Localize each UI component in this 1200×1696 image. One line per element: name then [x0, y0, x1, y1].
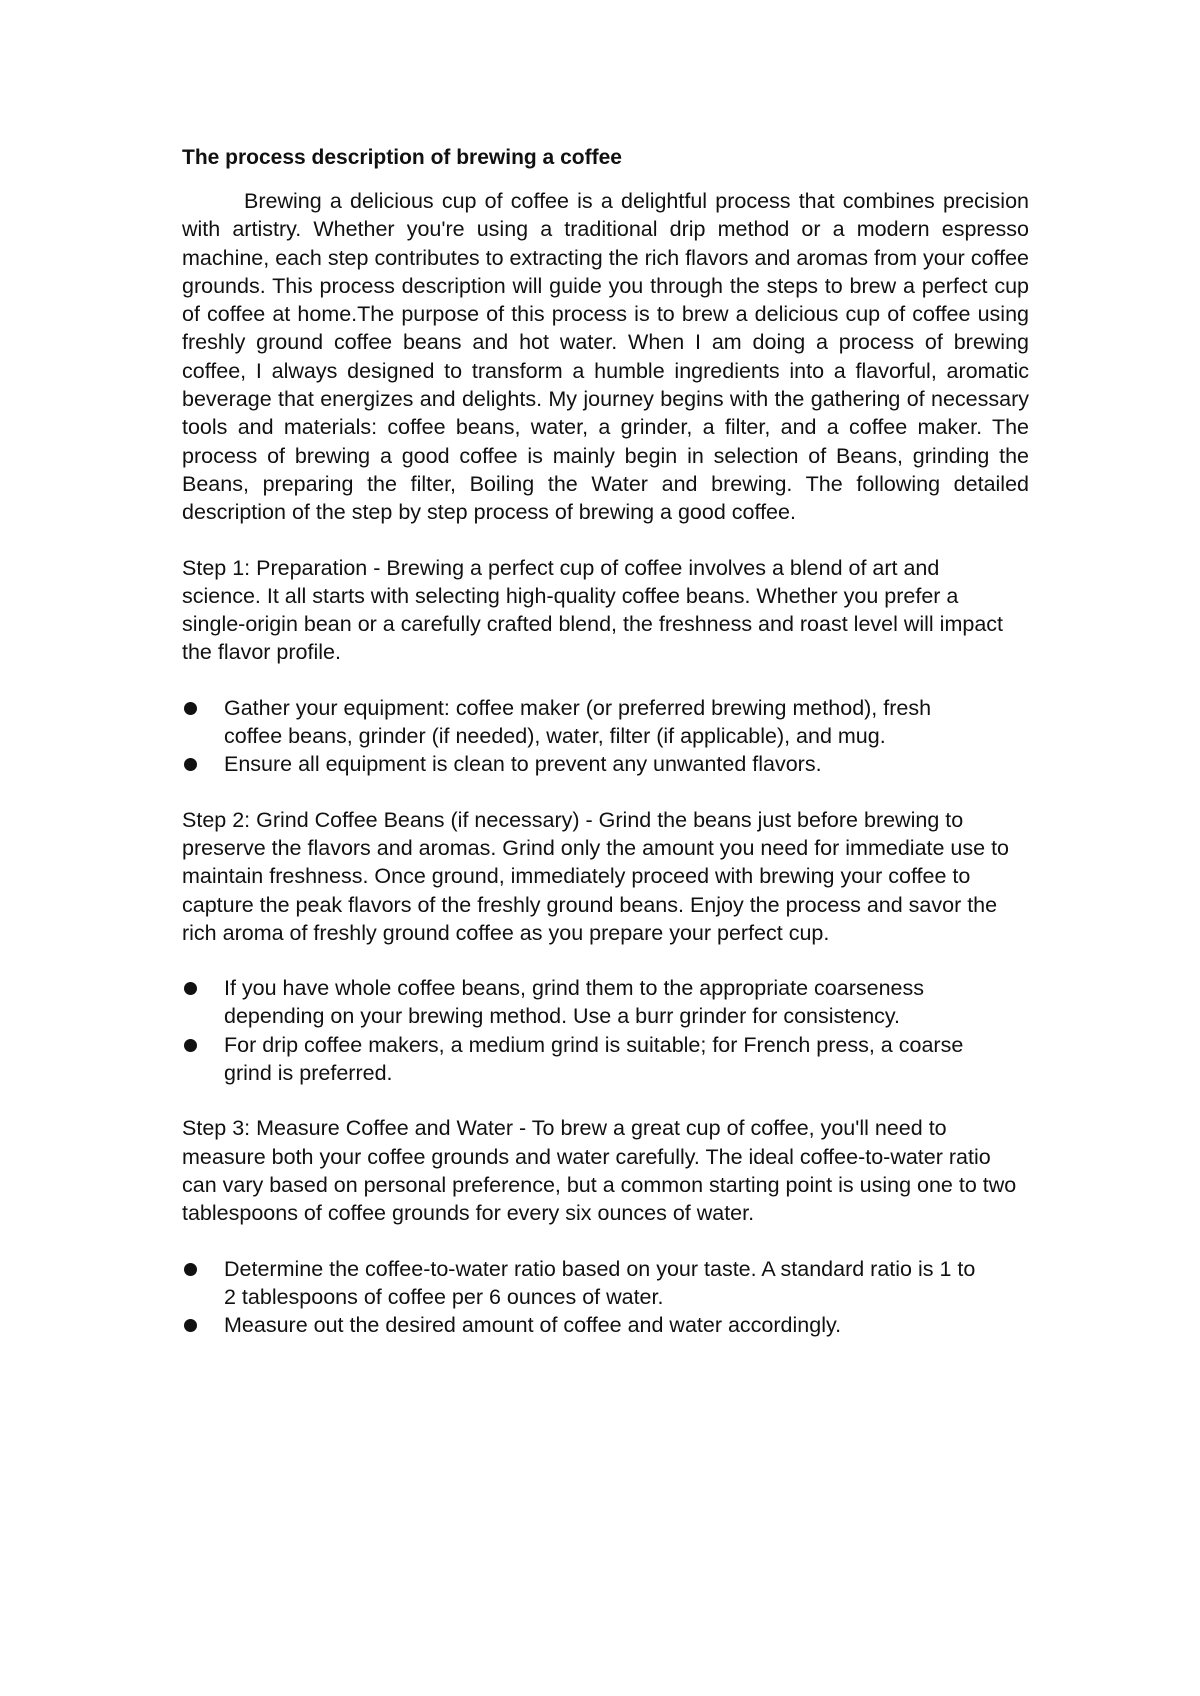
list-item-text: For drip coffee makers, a medium grind is suitable; for French press, a coarse grind is preferred.	[224, 1032, 964, 1086]
step-2-paragraph: Step 2: Grind Coffee Beans (if necessary) - Grind the beans just before brewing to preserve the flavors and aromas. Grind only the amount you need for immediate use to maintain freshness. Once ground, immediately proceed with brewing your coffee to capture the peak flavors of the freshly ground beans. Enjoy the process and savor the rich aroma of freshly ground coffee as you prepare your perfect cup.	[182, 807, 1009, 945]
intro-paragraph: Brewing a delicious cup of coffee is a delightful process that combines precision with artistry. Whether you're using a traditional drip method or a modern espresso machine, each step contributes to extracting the rich flavors and aromas from your coffee grounds. This process description will guide you through the steps to brew a perfect cup of coffee at home.The purpose of this process is to brew a delicious cup of coffee using freshly ground coffee beans and hot water. When I am doing a process of brewing coffee, I always designed to transform a humble ingredients into a flavorful, aromatic beverage that energizes and delights. My journey begins with the gathering of necessary tools and materials: coffee beans, water, a grinder, a filter, and a coffee maker. The process of brewing a good coffee is mainly begin in selection of Beans, grinding the Beans, preparing the filter, Boiling the Water and brewing. The following detailed description of the step by step process of brewing a good coffee.	[182, 189, 1029, 525]
list-item	[182, 1031, 1029, 1088]
document-page	[182, 144, 1029, 1366]
list-item	[182, 694, 1029, 751]
bullet-dot-icon	[184, 702, 197, 715]
bullet-dot-icon	[184, 982, 197, 995]
bullet-dot-icon	[184, 1263, 197, 1276]
bullet-dot-icon	[184, 1039, 197, 1052]
step-3-bullet-list	[182, 1255, 1029, 1340]
list-item	[182, 974, 1029, 1031]
step-2-bullet-list	[182, 974, 1029, 1087]
list-item-text: If you have whole coffee beans, grind them to the appropriate coarseness depending on your brewing method. Use a burr grinder for consistency.	[224, 976, 924, 1029]
list-item-text: Gather your equipment: coffee maker (or preferred brewing method), fresh coffee beans, grinder (if needed), water, filter (if applicable), and mug.	[224, 695, 932, 749]
document-title: The process description of brewing a coffee	[182, 146, 622, 169]
bullet-dot-icon	[184, 758, 197, 771]
list-item	[182, 1311, 1029, 1339]
list-item	[182, 1255, 1029, 1312]
step-3-paragraph: Step 3: Measure Coffee and Water - To brew a great cup of coffee, you'll need to measure both your coffee grounds and water carefully. The ideal coffee-to-water ratio can vary based on personal preference, but a common starting point is using one to two tablespoons of coffee grounds for every six ounces of water.	[182, 1116, 1017, 1226]
bullet-dot-icon	[184, 1319, 197, 1332]
step-1-bullet-list	[182, 694, 1029, 779]
list-item-text: Determine the coffee-to-water ratio based on your taste. A standard ratio is 1 to 2 tablespoons of coffee per 6 ounces of water.	[224, 1256, 976, 1309]
list-item-text: Ensure all equipment is clean to prevent any unwanted flavors.	[224, 752, 822, 777]
list-item-text: Measure out the desired amount of coffee and water accordingly.	[224, 1313, 842, 1338]
step-1-paragraph: Step 1: Preparation - Brewing a perfect cup of coffee involves a blend of art and science. It all starts with selecting high-quality coffee beans. Whether you prefer a single-origin bean or a carefully crafted blend, the freshness and roast level will impact the flavor profile.	[182, 555, 1004, 665]
list-item	[182, 750, 1029, 778]
